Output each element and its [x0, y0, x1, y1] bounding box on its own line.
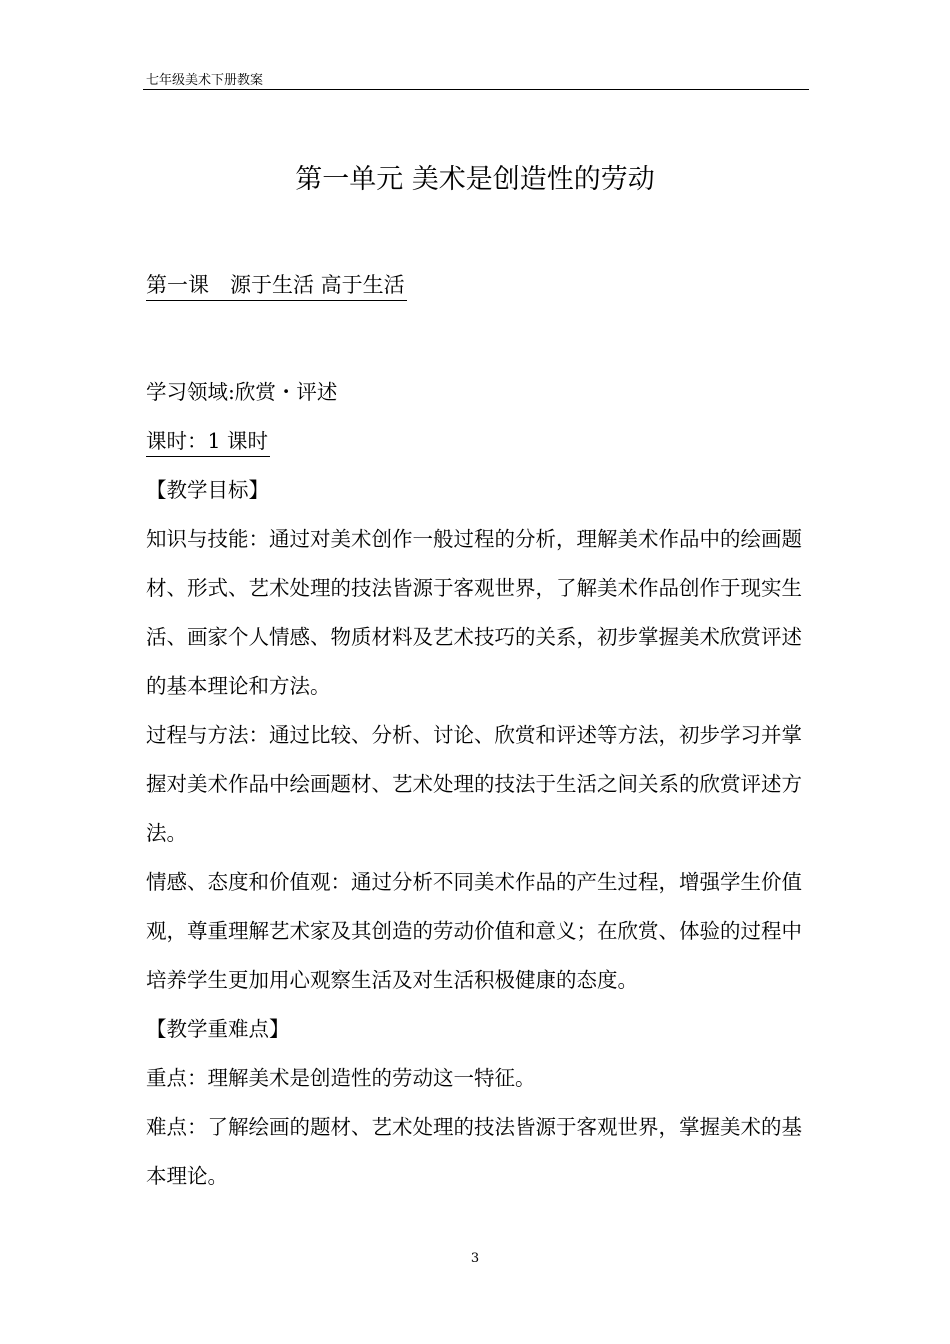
objectives-heading: 【教学目标】: [146, 478, 269, 502]
class-period-row: [146, 417, 811, 466]
lesson-body: [146, 368, 811, 1201]
difficult-point: 难点：了解绘画的题材、艺术处理的技法皆源于客观世界，掌握美术的基本理论。: [146, 1115, 802, 1188]
page-number: 3: [470, 1251, 480, 1266]
knowledge-skills: 知识与技能：通过对美术创作一般过程的分析，理解美术作品中的绘画题材、形式、艺术处理的技法皆源于客观世界，了解美术作品创作于现实生活、画家个人情感、物质材料及艺术技巧的关系，初步掌握美术欣赏评述的基本理论和方法。: [146, 527, 802, 698]
lesson-title: 第一课 源于生活 高于生活: [146, 270, 407, 301]
class-period: 课时：1 课时: [146, 426, 270, 457]
learning-domain: 学习领域:欣赏・评述: [146, 380, 338, 404]
key-point: 重点：理解美术是创造性的劳动这一特征。: [146, 1066, 536, 1090]
unit-title: 第一单元 美术是创造性的劳动: [295, 164, 655, 195]
running-header: 七年级美术下册教案: [146, 73, 264, 88]
process-methods: 过程与方法：通过比较、分析、讨论、欣赏和评述等方法，初步学习并掌握对美术作品中绘画题材、艺术处理的技法于生活之间关系的欣赏评述方法。: [146, 723, 802, 845]
keypoints-heading: 【教学重难点】: [146, 1017, 290, 1041]
emotion-values: 情感、态度和价值观：通过分析不同美术作品的产生过程，增强学生价值观，尊重理解艺术家及其创造的劳动价值和意义；在欣赏、体验的过程中培养学生更加用心观察生活及对生活积极健康的态度。: [146, 870, 802, 992]
header-rule: [143, 89, 809, 90]
